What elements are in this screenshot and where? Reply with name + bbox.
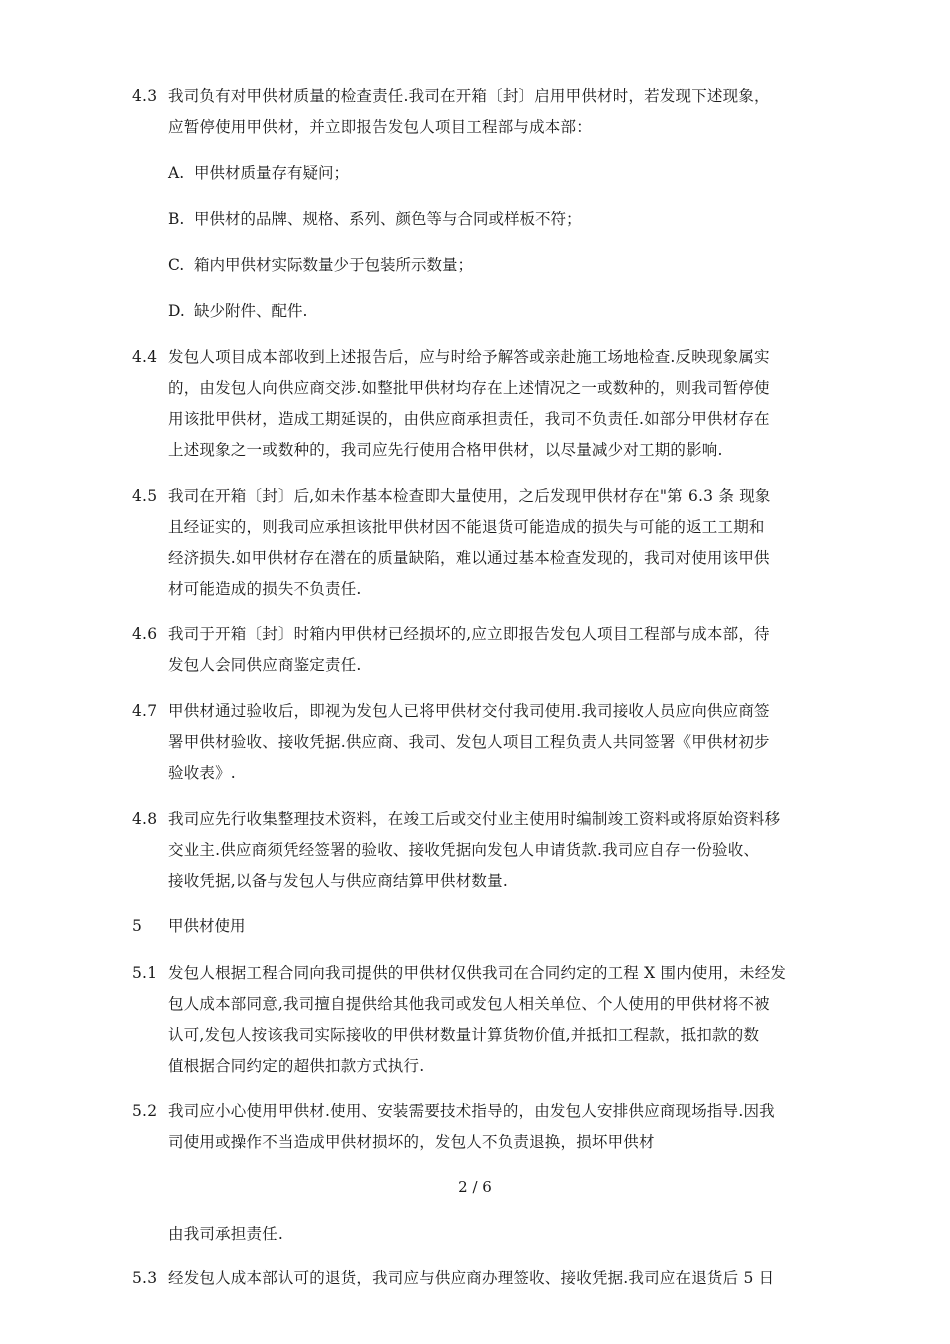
clause-4-5 bbox=[132, 481, 832, 605]
clause-text-line: 材可能造成的损失不负责任. bbox=[168, 580, 362, 598]
clause-4-6 bbox=[132, 619, 832, 681]
clause-5-3 bbox=[132, 1263, 832, 1294]
clause-text-line: 的，由发包人向供应商交涉.如整批甲供材均存在上述情况之一或数种的，则我司暂停使 bbox=[168, 379, 770, 397]
clause-text-line: 交业主.供应商须凭经签署的验收、接收凭据向发包人申请货款.我司应自存一份验收、 bbox=[168, 841, 760, 859]
section-title: 甲供材使用 bbox=[168, 917, 246, 935]
clause-text-line: 由我司承担责任. bbox=[168, 1225, 284, 1243]
clause-number: 4.7 bbox=[132, 702, 158, 720]
clause-text-line: 发包人会同供应商鉴定责任. bbox=[168, 656, 362, 674]
clause-text-line: 我司应小心使用甲供材.使用、安装需要技术指导的，由发包人安排供应商现场指导.因我 bbox=[168, 1102, 775, 1120]
clause-text-line: 经发包人成本部认可的退货，我司应与供应商办理签收、接收凭据.我司应在退货后 5 日 bbox=[168, 1269, 775, 1287]
clause-text-line: 署甲供材验收、接收凭据.供应商、我司、发包人项目工程负责人共同签署《甲供材初步 bbox=[168, 733, 770, 751]
clause-text-line: 我司负有对甲供材质量的检查责任.我司在开箱〔封〕启用甲供材时，若发现下述现象， bbox=[168, 87, 770, 105]
section-number: 5 bbox=[132, 917, 142, 935]
clause-text-line: 发包人项目成本部收到上述报告后，应与时给予解答或亲赴施工场地检查.反映现象属实 bbox=[168, 348, 770, 366]
clause-number: 5.3 bbox=[132, 1269, 158, 1287]
clause-text-line: 认可,发包人按该我司实际接收的甲供材数量计算货物价值,并抵扣工程款，抵扣款的数 bbox=[168, 1026, 760, 1044]
clause-text-line: 甲供材通过验收后，即视为发包人已将甲供材交付我司使用.我司接收人员应向供应商签 bbox=[168, 702, 770, 720]
section-heading-5 bbox=[132, 911, 246, 942]
clause-number: 4.3 bbox=[132, 87, 158, 105]
clause-text-line: 经济损失.如甲供材存在潜在的质量缺陷，难以通过基本检查发现的，我司对使用该甲供 bbox=[168, 549, 770, 567]
clause-text-line: 我司于开箱〔封〕时箱内甲供材已经损坏的,应立即报告发包人项目工程部与成本部，待 bbox=[168, 625, 770, 643]
clause-number: 4.6 bbox=[132, 625, 158, 643]
clause-4-7 bbox=[132, 696, 832, 789]
clause-number: 5.1 bbox=[132, 964, 158, 982]
page-number: 2 / 6 bbox=[458, 1178, 492, 1196]
clause-number: 4.4 bbox=[132, 348, 158, 366]
clause-number: 4.8 bbox=[132, 810, 158, 828]
clause-text-line: 接收凭据,以备与发包人与供应商结算甲供材数量. bbox=[168, 872, 508, 890]
list-item-a: A. 甲供材质量存有疑问； bbox=[168, 164, 350, 182]
clause-text-line: 发包人根据工程合同向我司提供的甲供材仅供我司在合同约定的工程 X 围内使用，未经发 bbox=[168, 964, 787, 982]
clause-text-line: 司使用或操作不当造成甲供材损坏的，发包人不负责退换，损坏甲供材 bbox=[168, 1133, 655, 1151]
clause-text-line: 包人成本部同意,我司擅自提供给其他我司或发包人相关单位、个人使用的甲供材将不被 bbox=[168, 995, 770, 1013]
clause-text-line: 上述现象之一或数种的，我司应先行使用合格甲供材，以尽量减少对工期的影响. bbox=[168, 441, 723, 459]
clause-4-8 bbox=[132, 804, 832, 897]
clause-5-2 bbox=[132, 1096, 832, 1158]
clause-5-1 bbox=[132, 958, 832, 1082]
clause-number: 4.5 bbox=[132, 487, 158, 505]
clause-text-line: 且经证实的，则我司应承担该批甲供材因不能退货可能造成的损失与可能的返工工期和 bbox=[168, 518, 765, 536]
clause-number: 5.2 bbox=[132, 1102, 158, 1120]
list-item-c: C. 箱内甲供材实际数量少于包装所示数量； bbox=[168, 256, 474, 274]
clause-text-line: 用该批甲供材，造成工期延误的，由供应商承担责任，我司不负责任.如部分甲供材存在 bbox=[168, 410, 770, 428]
clause-5-2-continuation bbox=[132, 1219, 832, 1250]
clause-text-line: 我司在开箱〔封〕后,如未作基本检查即大量使用，之后发现甲供材存在"第 6.3 条 现象 bbox=[168, 487, 771, 505]
clause-text-line: 应暂停使用甲供材，并立即报告发包人项目工程部与成本部： bbox=[168, 118, 592, 136]
clause-text-line: 值根据合同约定的超供扣款方式执行. bbox=[168, 1057, 425, 1075]
clause-text-line: 验收表》. bbox=[168, 764, 236, 782]
clause-4-3 bbox=[132, 81, 832, 143]
list-item-b: B. 甲供材的品牌、规格、系列、颜色等与合同或样板不符； bbox=[168, 210, 582, 228]
clause-4-4 bbox=[132, 342, 832, 466]
list-item-d: D. 缺少附件、配件. bbox=[168, 302, 308, 320]
clause-text-line: 我司应先行收集整理技术资料，在竣工后或交付业主使用时编制竣工资料或将原始资料移 bbox=[168, 810, 781, 828]
